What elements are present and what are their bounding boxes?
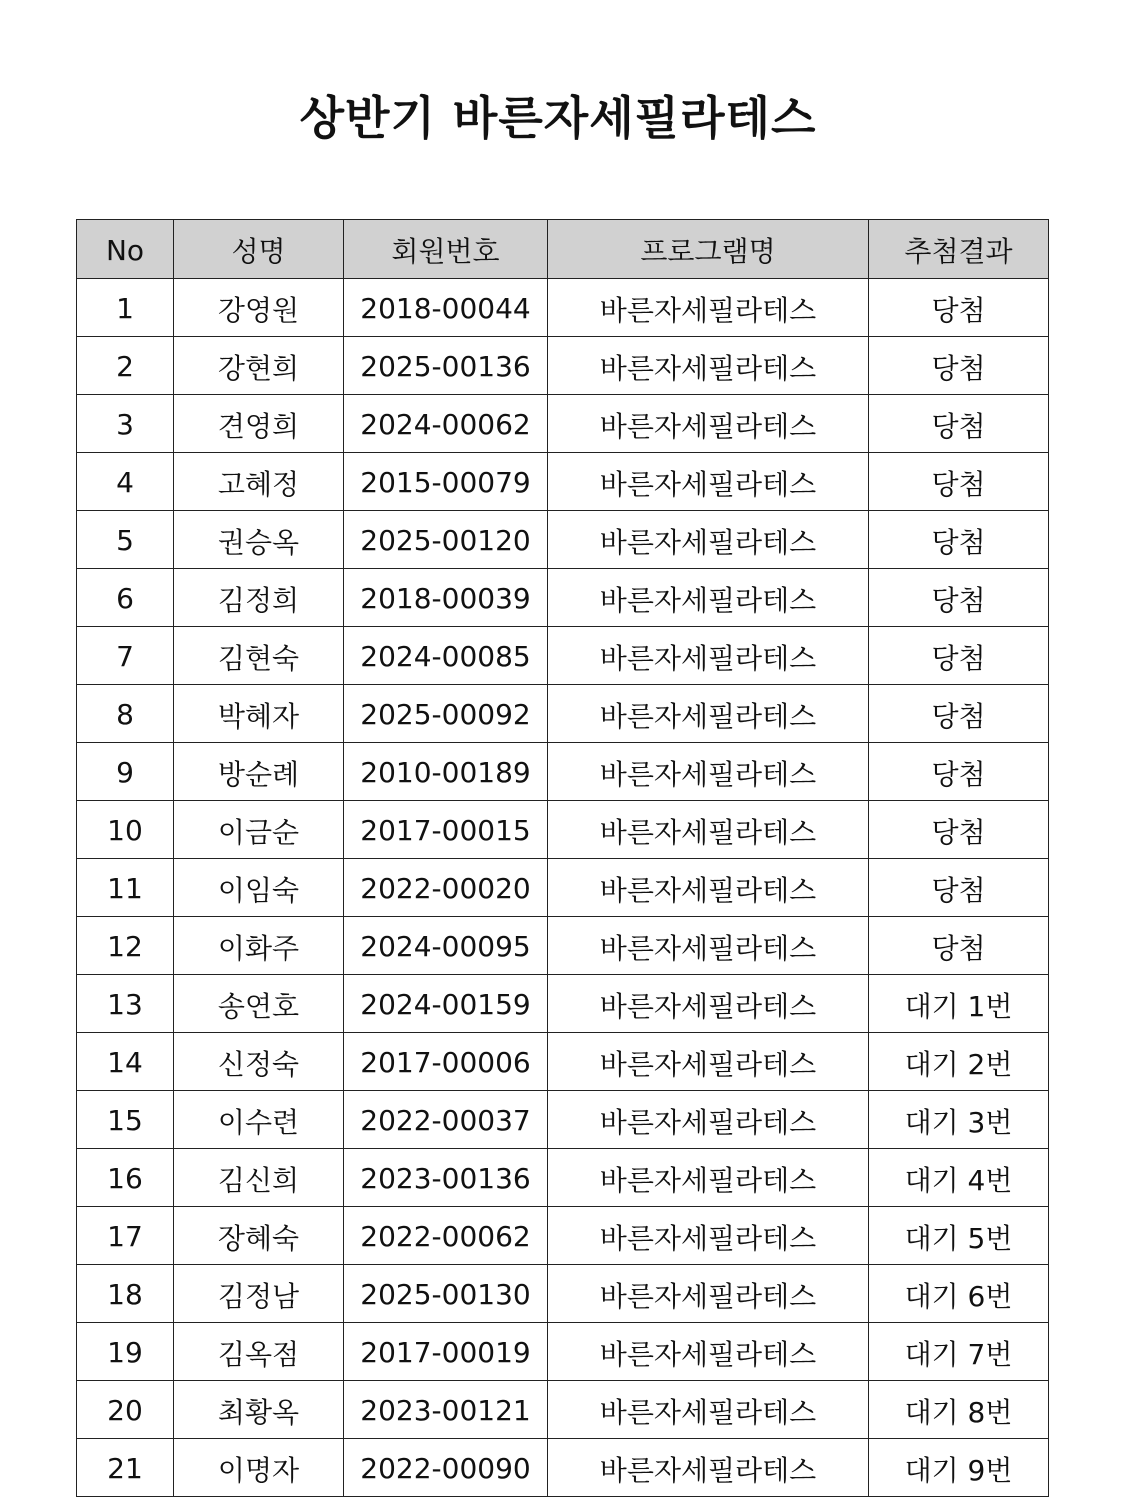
cell-name: 송연호 bbox=[174, 975, 344, 1033]
cell-member-number: 2022-00020 bbox=[344, 859, 548, 917]
cell-draw-result: 당첨 bbox=[869, 511, 1049, 569]
table-row bbox=[77, 453, 1049, 511]
cell-program-name: 바른자세필라테스 bbox=[548, 859, 869, 917]
table-row bbox=[77, 743, 1049, 801]
table-row bbox=[77, 801, 1049, 859]
table-row bbox=[77, 395, 1049, 453]
cell-program-name: 바른자세필라테스 bbox=[548, 1439, 869, 1497]
table-row bbox=[77, 1265, 1049, 1323]
cell-program-name: 바른자세필라테스 bbox=[548, 1381, 869, 1439]
cell-member-number: 2022-00037 bbox=[344, 1091, 548, 1149]
cell-member-number: 2017-00015 bbox=[344, 801, 548, 859]
cell-member-number: 2018-00044 bbox=[344, 279, 548, 337]
cell-program-name: 바른자세필라테스 bbox=[548, 743, 869, 801]
cell-name: 이수련 bbox=[174, 1091, 344, 1149]
table-header bbox=[77, 220, 1049, 279]
cell-name: 강영원 bbox=[174, 279, 344, 337]
cell-no: 10 bbox=[77, 801, 174, 859]
table-row bbox=[77, 1091, 1049, 1149]
table-row bbox=[77, 1323, 1049, 1381]
cell-member-number: 2024-00062 bbox=[344, 395, 548, 453]
cell-draw-result: 대기 9번 bbox=[869, 1439, 1049, 1497]
cell-draw-result: 대기 4번 bbox=[869, 1149, 1049, 1207]
cell-member-number: 2022-00062 bbox=[344, 1207, 548, 1265]
table-row bbox=[77, 511, 1049, 569]
cell-no: 20 bbox=[77, 1381, 174, 1439]
table-row bbox=[77, 975, 1049, 1033]
table-row bbox=[77, 685, 1049, 743]
cell-program-name: 바른자세필라테스 bbox=[548, 685, 869, 743]
cell-member-number: 2015-00079 bbox=[344, 453, 548, 511]
cell-draw-result: 대기 1번 bbox=[869, 975, 1049, 1033]
cell-draw-result: 당첨 bbox=[869, 743, 1049, 801]
table-row bbox=[77, 569, 1049, 627]
cell-member-number: 2025-00130 bbox=[344, 1265, 548, 1323]
header-row bbox=[77, 220, 1049, 279]
cell-name: 이금순 bbox=[174, 801, 344, 859]
cell-program-name: 바른자세필라테스 bbox=[548, 975, 869, 1033]
cell-program-name: 바른자세필라테스 bbox=[548, 801, 869, 859]
cell-draw-result: 대기 5번 bbox=[869, 1207, 1049, 1265]
cell-no: 21 bbox=[77, 1439, 174, 1497]
cell-name: 장혜숙 bbox=[174, 1207, 344, 1265]
cell-program-name: 바른자세필라테스 bbox=[548, 1033, 869, 1091]
table-row bbox=[77, 1033, 1049, 1091]
cell-draw-result: 대기 6번 bbox=[869, 1265, 1049, 1323]
table-row bbox=[77, 1381, 1049, 1439]
cell-no: 9 bbox=[77, 743, 174, 801]
cell-name: 박혜자 bbox=[174, 685, 344, 743]
cell-member-number: 2017-00019 bbox=[344, 1323, 548, 1381]
cell-member-number: 2023-00121 bbox=[344, 1381, 548, 1439]
cell-program-name: 바른자세필라테스 bbox=[548, 279, 869, 337]
cell-no: 15 bbox=[77, 1091, 174, 1149]
cell-program-name: 바른자세필라테스 bbox=[548, 917, 869, 975]
cell-no: 14 bbox=[77, 1033, 174, 1091]
cell-program-name: 바른자세필라테스 bbox=[548, 337, 869, 395]
cell-member-number: 2024-00095 bbox=[344, 917, 548, 975]
cell-no: 11 bbox=[77, 859, 174, 917]
cell-name: 방순례 bbox=[174, 743, 344, 801]
cell-name: 고혜정 bbox=[174, 453, 344, 511]
cell-draw-result: 당첨 bbox=[869, 627, 1049, 685]
table-row bbox=[77, 859, 1049, 917]
cell-draw-result: 당첨 bbox=[869, 395, 1049, 453]
header-no: No bbox=[77, 220, 174, 279]
header-member-number: 회원번호 bbox=[344, 220, 548, 279]
cell-member-number: 2023-00136 bbox=[344, 1149, 548, 1207]
header-name: 성명 bbox=[174, 220, 344, 279]
cell-name: 강현희 bbox=[174, 337, 344, 395]
cell-name: 김정희 bbox=[174, 569, 344, 627]
cell-member-number: 2024-00159 bbox=[344, 975, 548, 1033]
table-row bbox=[77, 627, 1049, 685]
cell-draw-result: 대기 8번 bbox=[869, 1381, 1049, 1439]
cell-no: 13 bbox=[77, 975, 174, 1033]
cell-no: 16 bbox=[77, 1149, 174, 1207]
table-row bbox=[77, 1207, 1049, 1265]
cell-program-name: 바른자세필라테스 bbox=[548, 627, 869, 685]
cell-no: 4 bbox=[77, 453, 174, 511]
cell-name: 김신희 bbox=[174, 1149, 344, 1207]
cell-program-name: 바른자세필라테스 bbox=[548, 1323, 869, 1381]
cell-program-name: 바른자세필라테스 bbox=[548, 511, 869, 569]
table-row bbox=[77, 279, 1049, 337]
cell-member-number: 2017-00006 bbox=[344, 1033, 548, 1091]
cell-program-name: 바른자세필라테스 bbox=[548, 1149, 869, 1207]
table-body bbox=[77, 279, 1049, 1497]
cell-draw-result: 대기 2번 bbox=[869, 1033, 1049, 1091]
cell-no: 8 bbox=[77, 685, 174, 743]
cell-program-name: 바른자세필라테스 bbox=[548, 395, 869, 453]
cell-name: 이화주 bbox=[174, 917, 344, 975]
cell-member-number: 2022-00090 bbox=[344, 1439, 548, 1497]
cell-no: 7 bbox=[77, 627, 174, 685]
cell-draw-result: 당첨 bbox=[869, 453, 1049, 511]
cell-draw-result: 당첨 bbox=[869, 685, 1049, 743]
cell-draw-result: 당첨 bbox=[869, 917, 1049, 975]
cell-no: 3 bbox=[77, 395, 174, 453]
cell-no: 12 bbox=[77, 917, 174, 975]
cell-name: 최황옥 bbox=[174, 1381, 344, 1439]
cell-draw-result: 당첨 bbox=[869, 859, 1049, 917]
header-program-name: 프로그램명 bbox=[548, 220, 869, 279]
cell-member-number: 2025-00136 bbox=[344, 337, 548, 395]
table-row bbox=[77, 337, 1049, 395]
cell-name: 이명자 bbox=[174, 1439, 344, 1497]
lottery-results-table bbox=[76, 219, 1049, 1497]
cell-draw-result: 당첨 bbox=[869, 337, 1049, 395]
page-title: 상반기 바른자세필라테스 bbox=[299, 91, 817, 145]
cell-draw-result: 대기 7번 bbox=[869, 1323, 1049, 1381]
cell-member-number: 2024-00085 bbox=[344, 627, 548, 685]
cell-no: 2 bbox=[77, 337, 174, 395]
table-row bbox=[77, 1149, 1049, 1207]
cell-name: 김정남 bbox=[174, 1265, 344, 1323]
cell-draw-result: 당첨 bbox=[869, 279, 1049, 337]
cell-name: 이임숙 bbox=[174, 859, 344, 917]
cell-draw-result: 당첨 bbox=[869, 801, 1049, 859]
cell-no: 18 bbox=[77, 1265, 174, 1323]
cell-name: 권승옥 bbox=[174, 511, 344, 569]
cell-name: 신정숙 bbox=[174, 1033, 344, 1091]
cell-member-number: 2018-00039 bbox=[344, 569, 548, 627]
table-row bbox=[77, 1439, 1049, 1497]
cell-name: 견영희 bbox=[174, 395, 344, 453]
cell-no: 19 bbox=[77, 1323, 174, 1381]
table-row bbox=[77, 917, 1049, 975]
cell-program-name: 바른자세필라테스 bbox=[548, 453, 869, 511]
cell-program-name: 바른자세필라테스 bbox=[548, 1091, 869, 1149]
header-draw-result: 추첨결과 bbox=[869, 220, 1049, 279]
cell-no: 17 bbox=[77, 1207, 174, 1265]
cell-no: 5 bbox=[77, 511, 174, 569]
cell-no: 1 bbox=[77, 279, 174, 337]
cell-name: 김현숙 bbox=[174, 627, 344, 685]
cell-no: 6 bbox=[77, 569, 174, 627]
cell-draw-result: 당첨 bbox=[869, 569, 1049, 627]
cell-draw-result: 대기 3번 bbox=[869, 1091, 1049, 1149]
cell-name: 김옥점 bbox=[174, 1323, 344, 1381]
cell-member-number: 2025-00092 bbox=[344, 685, 548, 743]
cell-program-name: 바른자세필라테스 bbox=[548, 569, 869, 627]
cell-program-name: 바른자세필라테스 bbox=[548, 1207, 869, 1265]
cell-program-name: 바른자세필라테스 bbox=[548, 1265, 869, 1323]
cell-member-number: 2010-00189 bbox=[344, 743, 548, 801]
cell-member-number: 2025-00120 bbox=[344, 511, 548, 569]
